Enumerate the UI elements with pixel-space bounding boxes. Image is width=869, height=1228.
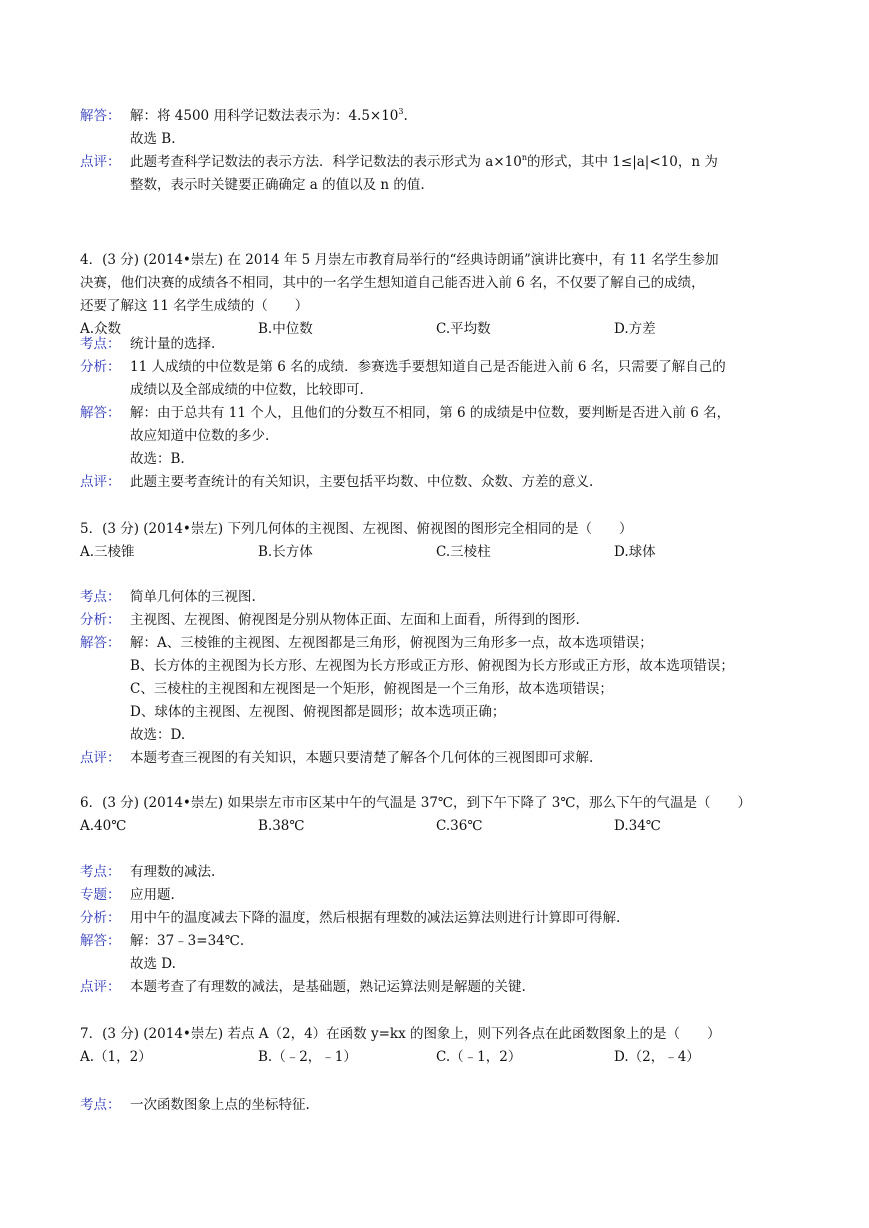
q6-jieda-row — [80, 930, 792, 953]
dianping-label: 点评： — [80, 154, 121, 170]
q6-zhuanti-text: 应用题. — [130, 887, 175, 903]
q6-stem: 6．(3 分) (2014•崇左) 如果崇左市市区某中午的气温是 37℃，到下午下降了 3℃，那么下午的气温是（ ） — [80, 795, 751, 811]
q4-solution — [80, 333, 792, 494]
q5-option-d: D.球体 — [614, 544, 656, 560]
q5-option-c: C.三棱柱 — [436, 544, 491, 560]
q5-jieda-text: 解：A、三棱锥的主视图、左视图都是三角形，俯视图为三角形多一点，故本选项错误； — [130, 635, 653, 651]
jieda-label: 解答： — [80, 405, 121, 421]
q3-jieda-row — [80, 105, 792, 128]
q4-option-b: B.中位数 — [258, 321, 313, 337]
q6-solution — [80, 861, 792, 999]
dianping-label: 点评： — [80, 750, 121, 766]
q7-kaodian-text: 一次函数图象上点的坐标特征. — [130, 1097, 310, 1113]
q4-kaodian-row — [80, 333, 792, 356]
q4-fenxi-text: 11 人成绩的中位数是第 6 名的成绩．参赛选手要想知道自己是否能进入前 6 名，只需要了解自己的 — [130, 359, 726, 375]
q5-solution — [80, 586, 792, 770]
fenxi-label: 分析： — [80, 910, 121, 926]
q4-stem-line: 决赛，他们决赛的成绩各不相同，其中的一名学生想知道自己能否进入前 6 名，不仅要了解自己的成绩， — [80, 275, 705, 291]
q6-option-c: C.36℃ — [436, 818, 483, 834]
q5-jieda-row — [80, 632, 792, 655]
q4-jieda-line: 故选：B. — [130, 451, 185, 467]
kaodian-label: 考点： — [80, 589, 121, 605]
q4-jieda-row — [80, 402, 792, 425]
q5-jieda-line: 故选：D. — [130, 727, 186, 743]
q5-dianping-row — [80, 747, 792, 770]
q6-dianping-row — [80, 976, 792, 999]
q3-dianping-text: 此题考查科学记数法的表示方法．科学记数法的表示形式为 $a\times 10^n$的形式，其中 1≤|a|<10，n 为 — [130, 153, 718, 170]
q5-stem: 5．(3 分) (2014•崇左) 下列几何体的主视图、左视图、俯视图的图形完全相同的是（ ） — [80, 521, 633, 537]
q5-options — [80, 541, 792, 564]
q4-stem-line: 还要了解这 11 名学生成绩的（ ） — [80, 298, 309, 314]
q7-kaodian-row — [80, 1094, 792, 1117]
q5-option-b: B.长方体 — [258, 544, 313, 560]
q6-jieda-text: 解：37﹣3=34℃. — [130, 933, 245, 949]
q4-dianping-row — [80, 471, 792, 494]
q6-zhuanti-row — [80, 884, 792, 907]
dianping-label: 点评： — [80, 474, 121, 490]
fenxi-label: 分析： — [80, 359, 121, 375]
q3-jieda-text: 解：将 4500 用科学记数法表示为：$4.5\times 10^3$. — [130, 107, 408, 124]
q6-option-b: B.38℃ — [258, 818, 305, 834]
q7-option-b: B.（﹣2，﹣1） — [258, 1049, 357, 1065]
q5-jieda-line: D、球体的主视图、左视图、俯视图都是圆形；故本选项正确； — [130, 704, 506, 720]
q5-kaodian-row — [80, 586, 792, 609]
q6-kaodian-row — [80, 861, 792, 884]
kaodian-label: 考点： — [80, 1097, 121, 1113]
q5-jieda-line: B、长方体的主视图为长方形、左视图为长方形或正方形、俯视图为长方形或正方形，故本选项错误； — [130, 658, 734, 674]
question-6 — [80, 792, 792, 838]
q4-kaodian-text: 统计量的选择. — [130, 336, 216, 352]
q6-option-a: A.40℃ — [80, 818, 127, 834]
fenxi-label: 分析： — [80, 612, 121, 628]
q4-fenxi-row — [80, 356, 792, 379]
q4-option-a: A.众数 — [80, 321, 122, 337]
zhuanti-label: 专题： — [80, 887, 121, 903]
q7-option-c: C.（﹣1，2） — [436, 1049, 522, 1065]
q6-kaodian-text: 有理数的减法. — [130, 864, 216, 880]
q6-fenxi-text: 用中午的温度减去下降的温度，然后根据有理数的减法运算法则进行计算即可得解. — [130, 910, 621, 926]
jieda-label: 解答： — [80, 933, 121, 949]
q6-options — [80, 815, 792, 838]
kaodian-label: 考点： — [80, 864, 121, 880]
question-4 — [80, 249, 792, 341]
q5-fenxi-row — [80, 609, 792, 632]
q5-option-a: A.三棱锥 — [80, 544, 135, 560]
q7-option-d: D.（2，﹣4） — [614, 1049, 700, 1065]
q3-dianping-row — [80, 151, 792, 174]
jieda-label: 解答： — [80, 635, 121, 651]
q3-dianping-line: 整数，表示时关键要正确确定 a 的值以及 n 的值. — [130, 177, 425, 193]
q3-jieda-line: 故选 B. — [130, 131, 176, 147]
q4-option-c: C.平均数 — [436, 321, 491, 337]
q4-stem-line: 4．(3 分) (2014•崇左) 在 2014 年 5 月崇左市教育局举行的“经典诗朗诵”演讲比赛中，有 11 名学生参加 — [80, 252, 719, 268]
q5-jieda-line: C、三棱柱的主视图和左视图是一个矩形，俯视图是一个三角形，故本选项错误； — [130, 681, 613, 697]
q5-dianping-text: 本题考查三视图的有关知识，本题只要清楚了解各个几何体的三视图即可求解. — [130, 750, 594, 766]
q7-stem: 7．(3 分) (2014•崇左) 若点 A（2，4）在函数 y=kx 的图象上，则下列各点在此函数图象上的是（ ） — [80, 1026, 721, 1042]
q5-fenxi-text: 主视图、左视图、俯视图是分别从物体正面、左面和上面看，所得到的图形. — [130, 612, 580, 628]
q4-jieda-text: 解：由于总共有 11 个人，且他们的分数互不相同，第 6 的成绩是中位数，要判断是否进入前 6 名， — [130, 405, 731, 421]
q6-fenxi-row — [80, 907, 792, 930]
q4-fenxi-line: 成绩以及全部成绩的中位数，比较即可. — [130, 382, 364, 398]
question-7 — [80, 1023, 792, 1069]
q4-dianping-text: 此题主要考查统计的有关知识，主要包括平均数、中位数、众数、方差的意义. — [130, 474, 594, 490]
q4-jieda-line: 故应知道中位数的多少. — [130, 428, 270, 444]
q7-solution — [80, 1094, 792, 1117]
q6-jieda-line: 故选 D. — [130, 956, 176, 972]
kaodian-label: 考点： — [80, 336, 121, 352]
q6-dianping-text: 本题考查了有理数的减法，是基础题，熟记运算法则是解题的关键. — [130, 979, 526, 995]
jieda-label: 解答： — [80, 108, 121, 124]
q7-option-a: A.（1，2） — [80, 1049, 152, 1065]
q5-kaodian-text: 简单几何体的三视图. — [130, 589, 256, 605]
q3-solution — [80, 105, 792, 197]
question-5 — [80, 518, 792, 564]
q6-option-d: D.34℃ — [614, 818, 661, 834]
dianping-label: 点评： — [80, 979, 121, 995]
q7-options — [80, 1046, 792, 1069]
q4-option-d: D.方差 — [614, 321, 656, 337]
